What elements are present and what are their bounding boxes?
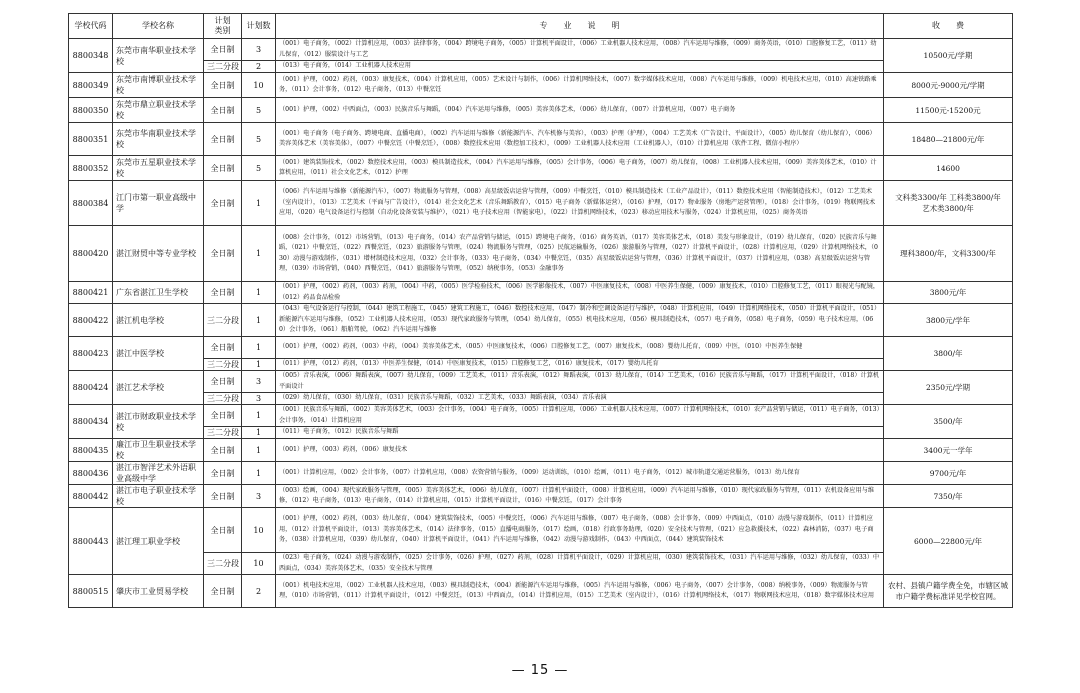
school-name-cell: 东莞市华南职业技术学校 bbox=[113, 123, 204, 156]
fee-cell: 文科类3300/年 工科类3800/年 艺术类3800/年 bbox=[884, 181, 1013, 226]
table-row bbox=[69, 73, 1013, 98]
major-description-cell: （011）护理，（012）药剂，（013）中医养生保健，（014）中医康复技术，（015）口腔修复工艺，（016）康复技术，（017）婴幼儿托育 bbox=[276, 359, 884, 371]
school-name-cell: 湛江机电学校 bbox=[113, 304, 204, 337]
table-row bbox=[69, 156, 1013, 181]
fee-cell: 14600 bbox=[884, 156, 1013, 181]
school-name-cell: 广东省湛江卫生学校 bbox=[113, 282, 204, 304]
table-row bbox=[69, 226, 1013, 282]
school-code-cell: 8800443 bbox=[69, 508, 113, 575]
school-code-cell: 8800442 bbox=[69, 485, 113, 508]
major-description-cell: （001）计算机应用，（002）会计事务，（007）计算机应用，（008）农资营销与服务，（009）运动训练，（010）绘画，（011）电子商务，（012）城市轨道交通运营服务，（013）幼儿保育 bbox=[276, 462, 884, 485]
plan-count-cell: 3 bbox=[242, 393, 276, 405]
table-row bbox=[69, 371, 1013, 393]
header-major-description: 专 业 说 明 bbox=[276, 14, 884, 39]
plan-count-cell: 1 bbox=[242, 304, 276, 337]
plan-type-cell: 全日制 bbox=[204, 98, 242, 123]
major-description-cell: （001）护理，（002）药剂，（003）药剂，（004）中药，（005）医学检验技术，（006）医学影像技术，（007）中医康复技术，（008）中医养生保健，（009）康复技术，（010）口腔修复工艺，（011）眼视光与配镜，（012）药品食品检验 bbox=[276, 282, 884, 304]
table-body bbox=[69, 39, 1013, 608]
major-description-cell: （001）护理，（002）中西面点，（003）民族音乐与舞蹈，（004）汽车运用与维修，（005）美容美体艺术，（006）幼儿保育，（007）计算机应用，（007）电子商务 bbox=[276, 98, 884, 123]
plan-type-cell: 全日制 bbox=[204, 282, 242, 304]
plan-count-cell: 1 bbox=[242, 226, 276, 282]
fee-cell: 2350元/学期 bbox=[884, 371, 1013, 405]
fee-cell: 3500/年 bbox=[884, 405, 1013, 439]
table-row bbox=[69, 393, 1013, 405]
plan-count-cell: 10 bbox=[242, 73, 276, 98]
plan-count-cell: 1 bbox=[242, 282, 276, 304]
table-row bbox=[69, 123, 1013, 156]
school-name-cell: 湛江艺术学校 bbox=[113, 371, 204, 405]
plan-type-cell: 全日制 bbox=[204, 485, 242, 508]
plan-type-cell: 全日制 bbox=[204, 123, 242, 156]
plan-type-cell: 全日制 bbox=[204, 462, 242, 485]
school-name-cell: 肇庆市工业贸易学校 bbox=[113, 575, 204, 608]
major-description-cell: （001）建筑装饰技术，（002）数控技术应用，（003）模具制造技术，（004）汽车运用与维修，（005）会计事务，（006）电子商务，（007）幼儿保育，（008）工业机器人技术应用，（009）美容美体艺术，（010）计算机应用，（011）社会文化艺术，（012）护理 bbox=[276, 156, 884, 181]
major-description-cell: （008）会计事务，（012）市场营销，（013）电子商务，（014）农产品营销与储运，（015）跨境电子商务，（016）商务英语，（017）美容美体艺术，（018）美发与形象设计，（019）幼儿保育，（020）民族音乐与舞蹈，（021）中餐烹饪，（022）西餐烹饪，（023）旅游服务与管理，（024）物流服务与管理，（025）民航运输服务，（026）旅游服务与管理，（027）计算机平面设计，（028）计算机应用，（029）计算机网络技术，（030）动漫与游戏制作，（031）增材制造技术应用，（032）会计事务，（033）电子商务，（034）中餐烹饪，（035）高星级饭店运营与管理，（036）计算机平面设计，（037）计算机应用，（038）高星级饭店运营与管理，（039）市场营销，（040）西餐烹饪，（041）旅游服务与管理，（052）纳税事务，（053）金融事务 bbox=[276, 226, 884, 282]
school-name-cell: 东莞市鼎立职业技术学校 bbox=[113, 98, 204, 123]
fee-cell: 3800元/学年 bbox=[884, 304, 1013, 337]
major-description-cell: （001）电子商务，（002）计算机应用，（003）法律事务，（004）跨境电子商务，（005）计算机平面设计，（006）工业机器人技术应用，（008）汽车运用与维修，（009）商务英语，（010）口腔修复工艺，（011）幼儿保育，（012）服装设计与工艺 bbox=[276, 39, 884, 61]
major-description-cell: （001）护理，（003）药剂，（006）康复技术 bbox=[276, 439, 884, 462]
plan-count-cell: 3 bbox=[242, 39, 276, 61]
school-code-cell: 8800384 bbox=[69, 181, 113, 226]
plan-type-cell: 全日制 bbox=[204, 337, 242, 359]
plan-type-cell: 全日制 bbox=[204, 575, 242, 608]
major-description-cell: （001）民族音乐与舞蹈，（002）美容美体艺术，（003）会计事务，（004）电子商务，（005）计算机应用，（006）工业机器人技术应用，（007）计算机网络技术，（010）农产品营销与储运，（011）电子商务，（013）会计事务，（014）计算机应用 bbox=[276, 405, 884, 427]
header-school-name: 学校名称 bbox=[113, 14, 204, 39]
major-description-cell: （005）音乐表演，（006）舞蹈表演，（007）幼儿保育，（009）工艺美术，（011）音乐表演，（012）舞蹈表演，（013）幼儿保育，（014）工艺美术，（016）民族音乐与舞蹈，（017）计算机平面设计，（018）计算机平面设计 bbox=[276, 371, 884, 393]
table-row bbox=[69, 462, 1013, 485]
plan-count-cell: 1 bbox=[242, 439, 276, 462]
school-name-cell: 东莞市五星职业技术学校 bbox=[113, 156, 204, 181]
school-code-cell: 8800352 bbox=[69, 156, 113, 181]
table-row bbox=[69, 304, 1013, 337]
school-code-cell: 8800423 bbox=[69, 337, 113, 371]
plan-type-cell: 全日制 bbox=[204, 73, 242, 98]
major-description-cell: （006）汽车运用与维修（新能源汽车），（007）物流服务与管理，（008）高星级饭店运营与管理，（009）中餐烹饪，（010）模具制造技术（工业产品设计），（011）数控技术应用（智能制造技术），（012）工艺美术（室内设计），（013）工艺美术（平面与广告设计），（014）社会文化艺术（音乐舞蹈教育），（015）电子商务（新媒体运营），（016）护理，（017）物业服务（房地产运营管理），（018）会计事务，（019）物联网技术应用，（020）电气设备运行与控制（自动化设备安装与维护），（021）电子技术应用（智能家电），（022）计算机网络技术，（023）移动应用技术与服务，（024）计算机应用，（025）商务英语 bbox=[276, 181, 884, 226]
fee-cell: 18480—21800元/年 bbox=[884, 123, 1013, 156]
school-name-cell: 廉江市卫生职业技术学校 bbox=[113, 439, 204, 462]
major-description-cell: （001）机电技术应用，（002）工业机器人技术应用，（003）模具制造技术，（004）新能源汽车运用与维修，（005）汽车运用与维修，（006）电子商务，（007）会计事务，（008）纳税事务，（009）物流服务与管理，（010）市场营销，（011）计算机平面设计，（012）中餐烹饪，（013）中西面点，（014）计算机应用，（015）工艺美术（室内设计），（016）计算机网络技术，（017）物联网技术应用，（018）数字媒体技术应用 bbox=[276, 575, 884, 608]
plan-type-cell: 全日制 bbox=[204, 439, 242, 462]
table-row bbox=[69, 439, 1013, 462]
fee-cell: 10500元/学期 bbox=[884, 39, 1013, 73]
table-row bbox=[69, 61, 1013, 73]
plan-count-cell: 3 bbox=[242, 371, 276, 393]
school-name-cell: 湛江市电子职业技术学校 bbox=[113, 485, 204, 508]
header-fee: 收 费 bbox=[884, 14, 1013, 39]
school-code-cell: 8800421 bbox=[69, 282, 113, 304]
plan-type-cell: 全日制 bbox=[204, 405, 242, 427]
plan-type-cell: 全日制 bbox=[204, 181, 242, 226]
enrollment-table bbox=[68, 13, 1013, 608]
table-row bbox=[69, 405, 1013, 427]
school-code-cell: 8800434 bbox=[69, 405, 113, 439]
table-row bbox=[69, 282, 1013, 304]
plan-type-cell: 全日制 bbox=[204, 226, 242, 282]
fee-cell: 3800元/年 bbox=[884, 282, 1013, 304]
school-name-cell: 湛江中医学校 bbox=[113, 337, 204, 371]
school-code-cell: 8800351 bbox=[69, 123, 113, 156]
table-header-row bbox=[69, 14, 1013, 39]
school-name-cell: 江门市第一职业高级中学 bbox=[113, 181, 204, 226]
plan-count-cell: 2 bbox=[242, 61, 276, 73]
plan-count-cell: 1 bbox=[242, 405, 276, 427]
school-code-cell: 8800422 bbox=[69, 304, 113, 337]
fee-cell: 7350/年 bbox=[884, 485, 1013, 508]
plan-count-cell: 1 bbox=[242, 427, 276, 439]
fee-cell: 11500元-15200元 bbox=[884, 98, 1013, 123]
school-name-cell: 东莞市南华职业技术学校 bbox=[113, 39, 204, 73]
plan-type-cell: 全日制 bbox=[204, 156, 242, 181]
school-name-cell: 湛江市智洋艺术外语职业高级中学 bbox=[113, 462, 204, 485]
header-school-code: 学校代码 bbox=[69, 14, 113, 39]
table-row bbox=[69, 553, 1013, 575]
fee-cell: 3400元一学年 bbox=[884, 439, 1013, 462]
school-name-cell: 东莞市南博职业技术学校 bbox=[113, 73, 204, 98]
major-description-cell: （001）电子商务（电子商务、跨境电商、直播电商），（002）汽车运用与维修（新能源汽车、汽车机修与美容），（003）护理（护理），（004）工艺美术（广告设计、平面设计），（005）幼儿保育（幼儿保育），（006）美容美体艺术（美容美体），（007）中餐烹饪（中餐烹饪），（008）数控技术应用（数控加工技术），（009）工业机器人技术应用（工业机器人），（010）计算机应用（软件工程、微信小程序） bbox=[276, 123, 884, 156]
plan-type-cell: 三二分段 bbox=[204, 427, 242, 439]
plan-type-cell: 三二分段 bbox=[204, 393, 242, 405]
table-row bbox=[69, 181, 1013, 226]
fee-cell: 8000元-9000元/学期 bbox=[884, 73, 1013, 98]
school-code-cell: 8800424 bbox=[69, 371, 113, 405]
page-number: — 15 — bbox=[511, 663, 569, 678]
table-row bbox=[69, 575, 1013, 608]
school-code-cell: 8800349 bbox=[69, 73, 113, 98]
plan-count-cell: 10 bbox=[242, 508, 276, 553]
major-description-cell: （001）护理，（002）药剂，（003）中药，（004）美容美体艺术，（005）中医康复技术，（006）口腔修复工艺，（007）康复技术，（008）婴幼儿托育，（009）中医，（010）中医养生保健 bbox=[276, 337, 884, 359]
school-name-cell: 湛江财贸中等专业学校 bbox=[113, 226, 204, 282]
major-description-cell: （043）电气设备运行与控制，（044）建筑工程施工，（045）建筑工程施工，（046）数控技术应用，（047）制冷和空调设备运行与维护，（048）计算机应用，（049）计算机网络技术，（050）计算机平面设计，（051）新能源汽车运用与维修，（052）工业机器人技术应用，（053）现代家政服务与管理，（054）幼儿保育，（055）机电技术应用，（056）模具制造技术，（057）电子商务，（058）电子商务，（059）电子技术应用，（060）会计事务，（061）船舶驾驶，（062）汽车运用与维修 bbox=[276, 304, 884, 337]
plan-count-cell: 5 bbox=[242, 98, 276, 123]
plan-count-cell: 5 bbox=[242, 123, 276, 156]
plan-count-cell: 1 bbox=[242, 359, 276, 371]
major-description-cell: （001）护理，（002）药剂，（003）幼儿保育，（004）建筑装饰技术，（005）中餐烹饪，（006）汽车运用与维修，（007）电子商务，（008）会计事务，（009）中西面点，（010）动漫与游戏制作，（011）计算机应用，（012）计算机平面设计，（013）美容美体艺术，（014）法律事务，（015）直播电商服务，（017）绘画，（018）行政事务助理，（020）安全技术与管理，（021）应急救援技术，（022）森林消防，（037）电子商务，（038）计算机应用，（039）幼儿保育，（040）计算机平面设计，（041）汽车运用与维修，（042）动漫与游戏制作，（043）中西面点，（044）建筑装饰技术 bbox=[276, 508, 884, 553]
major-description-cell: （003）绘画，（004）现代家政服务与管理，（005）美容美体艺术，（006）幼儿保育，（007）计算机平面设计，（008）计算机应用，（009）汽车运用与维修，（010）现代家政服务与管理，（011）农机设备应用与维修，（012）电子商务，（013）电子商务，（014）计算机应用，（015）计算机平面设计，（016）中餐烹饪，（017）会计事务 bbox=[276, 485, 884, 508]
fee-cell: 理科3800/年，文科3300/年 bbox=[884, 226, 1013, 282]
major-description-cell: （029）幼儿保育，（030）幼儿保育，（031）民族音乐与舞蹈，（032）工艺美术，（033）舞蹈表演，（034）音乐表演 bbox=[276, 393, 884, 405]
major-description-cell: （011）电子商务，（012）民族音乐与舞蹈 bbox=[276, 427, 884, 439]
table-row bbox=[69, 98, 1013, 123]
plan-count-cell: 5 bbox=[242, 156, 276, 181]
plan-count-cell: 3 bbox=[242, 485, 276, 508]
school-code-cell: 8800348 bbox=[69, 39, 113, 73]
school-name-cell: 湛江理工职业学校 bbox=[113, 508, 204, 575]
fee-cell: 9700元/年 bbox=[884, 462, 1013, 485]
school-name-cell: 湛江市财政职业技术学校 bbox=[113, 405, 204, 439]
plan-type-cell: 全日制 bbox=[204, 508, 242, 553]
plan-type-cell: 全日制 bbox=[204, 371, 242, 393]
school-code-cell: 8800420 bbox=[69, 226, 113, 282]
fee-cell: 6000—22800元/年 bbox=[884, 508, 1013, 575]
school-code-cell: 8800435 bbox=[69, 439, 113, 462]
table-row bbox=[69, 39, 1013, 61]
major-description-cell: （023）电子商务，（024）动漫与游戏制作，（025）会计事务，（026）护理，（027）药剂，（028）计算机平面设计，（029）计算机应用，（030）建筑装饰技术，（031）汽车运用与维修，（032）幼儿保育，（033）中西面点，（034）美容美体艺术，（035）安全技术与管理 bbox=[276, 553, 884, 575]
plan-count-cell: 1 bbox=[242, 462, 276, 485]
plan-type-cell: 全日制 bbox=[204, 39, 242, 61]
plan-count-cell: 1 bbox=[242, 181, 276, 226]
fee-cell: 农村、县镇户籍学费全免，市辖区城市户籍学费标准详见学校官网。 bbox=[884, 575, 1013, 608]
header-plan-type: 计划 类别 bbox=[204, 14, 242, 39]
school-code-cell: 8800350 bbox=[69, 98, 113, 123]
school-code-cell: 8800436 bbox=[69, 462, 113, 485]
header-plan-count: 计划数 bbox=[242, 14, 276, 39]
table-row bbox=[69, 508, 1013, 553]
plan-count-cell: 10 bbox=[242, 553, 276, 575]
plan-type-cell: 三二分段 bbox=[204, 359, 242, 371]
table-row bbox=[69, 427, 1013, 439]
major-description-cell: （013）电子商务，（014）工业机器人技术应用 bbox=[276, 61, 884, 73]
fee-cell: 3800/年 bbox=[884, 337, 1013, 371]
plan-count-cell: 2 bbox=[242, 575, 276, 608]
table-row bbox=[69, 337, 1013, 359]
school-code-cell: 8800515 bbox=[69, 575, 113, 608]
plan-count-cell: 1 bbox=[242, 337, 276, 359]
plan-type-cell: 三二分段 bbox=[204, 304, 242, 337]
plan-type-cell: 三二分段 bbox=[204, 61, 242, 73]
table-row bbox=[69, 359, 1013, 371]
plan-type-cell: 三二分段 bbox=[204, 553, 242, 575]
table-row bbox=[69, 485, 1013, 508]
major-description-cell: （001）护理，（002）药剂，（003）康复技术，（004）计算机应用，（005）艺术设计与制作，（006）计算机网络技术，（007）数字媒体技术应用，（008）汽车运用与维修，（009）机电技术应用，（010）高速铁路乘务，（011）会计事务，（012）电子商务，（013）中餐烹饪 bbox=[276, 73, 884, 98]
